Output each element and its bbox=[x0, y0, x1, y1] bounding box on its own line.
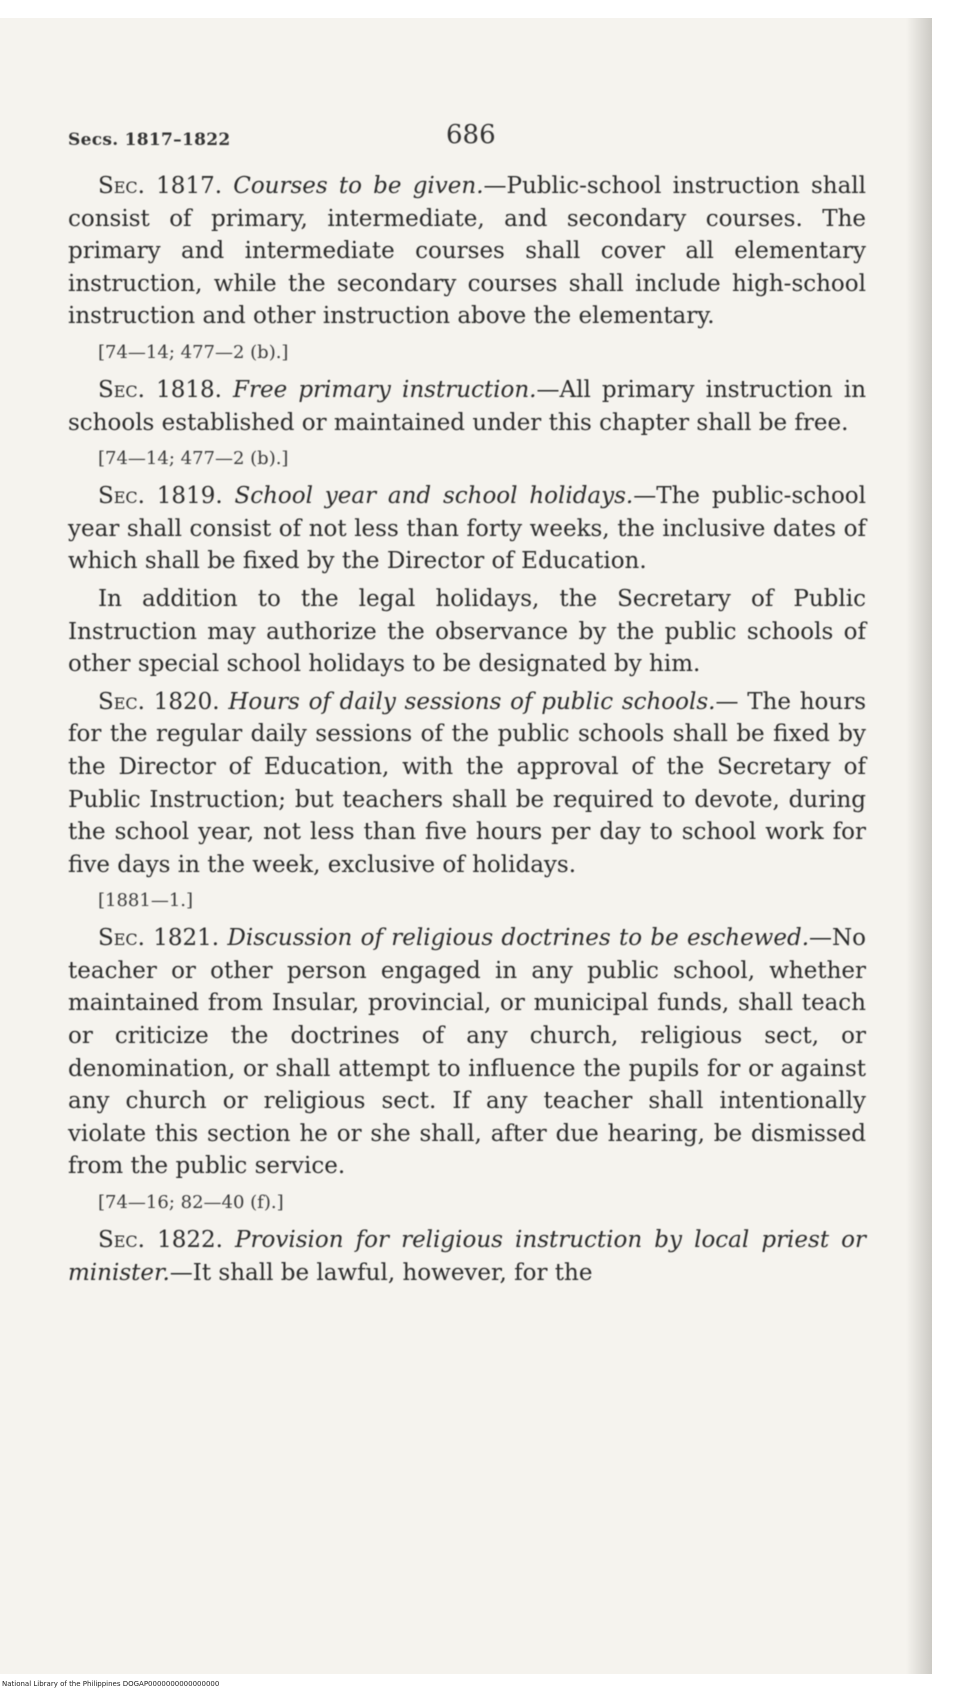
section-1820 bbox=[68, 686, 866, 882]
scan-footer bbox=[0, 1674, 954, 1696]
citation: [74—14; 477—2 (b).] bbox=[98, 448, 289, 470]
section-text: —The public-school year shall consist of not less than forty weeks, the inclusive dates of which shall be fixed by the Director of Education. bbox=[68, 483, 866, 575]
section-1817 bbox=[68, 170, 866, 333]
scan-footer-text: National Library of the Philippines DOGAP0000000000000000 bbox=[2, 1680, 220, 1688]
section-label: Sec. 1819. bbox=[98, 483, 223, 510]
section-heading: Provision for religious instruction by local priest or minister. bbox=[68, 1227, 867, 1286]
section-text: —It shall be lawful, however, for the bbox=[169, 1259, 593, 1286]
section-1819-continued: In addition to the legal holidays, the Secretary of Public Instruction may authorize the observance by the public schools of other special school holidays to be designated by him. bbox=[68, 585, 866, 678]
citation: [74—14; 477—2 (b).] bbox=[98, 341, 289, 363]
section-heading: Hours of daily sessions of public schools. bbox=[228, 688, 716, 715]
section-label: Sec. 1822. bbox=[98, 1227, 223, 1254]
section-heading: School year and school holidays. bbox=[234, 483, 634, 510]
running-header bbox=[68, 110, 866, 170]
section-label: Sec. 1821. bbox=[98, 925, 220, 952]
section-heading: Discussion of religious doctrines to be eschewed. bbox=[227, 925, 810, 952]
section-heading: Free primary instruction. bbox=[233, 376, 537, 403]
section-1819 bbox=[68, 480, 866, 578]
citation: [1881—1.] bbox=[98, 890, 194, 912]
section-label: Sec. 1820. bbox=[98, 688, 220, 715]
section-1818 bbox=[68, 374, 866, 439]
section-1821 bbox=[68, 922, 866, 1183]
section-label: Sec. 1817. bbox=[98, 173, 223, 199]
section-1822 bbox=[68, 1224, 866, 1289]
section-text: —No teacher or other person engaged in any public school, whether maintained from Insular, provincial, or municipal funds, shall teach or criticize the doctrines of any church, religious sect, or denomination, or shall attempt to influence the pupils for or against any church or religious sect. If any teacher shall intentionally violate this section he or she shall, after due hearing, be dismissed from the public service. bbox=[68, 925, 866, 1180]
section-text: — The hours for the regular daily sessions of the public schools shall be fixed by the Director of Education, with the approval of the Secretary of Public Instruction; but teachers shall be required to devote, during the school year, not less than five hours per day to school work for five days in the week, exclusive of holidays. bbox=[68, 688, 866, 878]
citation: [74—16; 82—40 (f).] bbox=[98, 1192, 284, 1214]
section-label: Sec. 1818. bbox=[98, 376, 222, 403]
section-text: —Public-school instruction shall consist of primary, intermediate, and secondary courses. The primary and intermediate courses shall cover all elementary instruction, while the secondary courses shall include high-school instruction and other instruction above the elementary. bbox=[68, 173, 867, 330]
page-edge-shadow bbox=[906, 18, 932, 1674]
book-page bbox=[0, 18, 932, 1674]
page-content bbox=[68, 110, 866, 1294]
section-text: —All primary instruction in schools established or maintained under this chapter shall be free. bbox=[68, 376, 867, 436]
section-range: Secs. 1817–1822 bbox=[68, 130, 231, 150]
section-heading: Courses to be given. bbox=[233, 173, 484, 199]
page-number: 686 bbox=[446, 120, 496, 150]
